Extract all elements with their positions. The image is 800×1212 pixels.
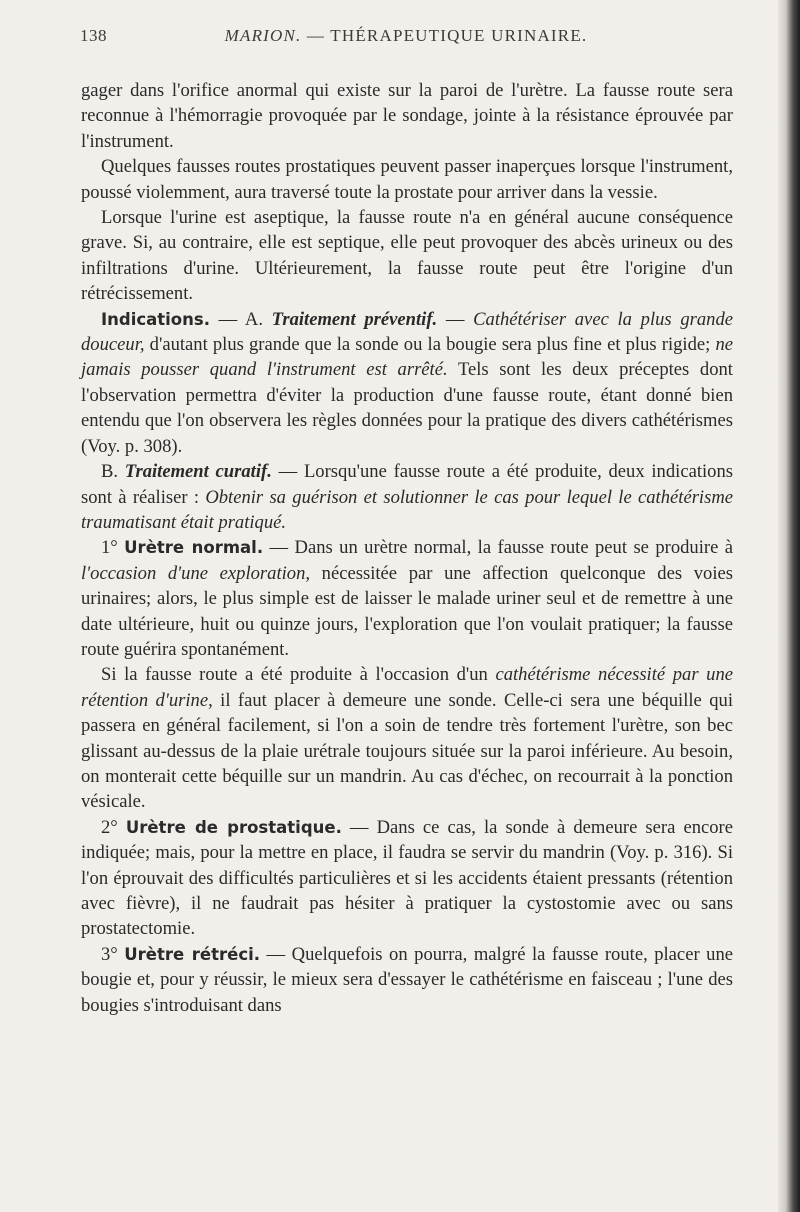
text-run: nécessitée par une affection quelconque des voies urinaires; alors, le plus simple est de laisser le malade uriner seul et de remettre à une date ultérieure, huit ou quinze jours, l'exploration que l'on voulait pratiquer; la fausse route guérira spontanément.	[81, 562, 733, 660]
item-number: 1°	[101, 537, 125, 559]
section-heading-uretre-normal: Urètre normal.	[124, 538, 264, 558]
text-run: — Dans un urètre normal, la fausse route peut se produire à	[263, 537, 734, 559]
emphasis-text: cathétérisme nécessité par une rétention d'urine,	[81, 664, 733, 711]
section-heading-uretre-retreci: Urètre rétréci.	[124, 944, 261, 964]
subheading-traitement-curatif: Traitement curatif.	[124, 461, 272, 483]
section-heading-uretre-prostatique: Urètre de prostatique.	[125, 817, 342, 837]
paragraph-retention	[81, 662, 733, 814]
running-head-author: MARION.	[224, 26, 302, 45]
running-head-separator: —	[301, 26, 331, 45]
text-run: — Quelquefois on pourra, malgré la fausse route, placer une bougie et, pour y réussir, le mieux sera d'essayer le cathétérisme en faisceau ; l'une des bougies s'introduisant dans	[81, 943, 733, 1016]
item-number: 2°	[101, 816, 126, 838]
text-run: — Lorsqu'une fausse route a été produite, deux indications sont à réaliser :	[81, 461, 733, 508]
item-number: 3°	[101, 943, 125, 965]
text-run: Tels sont les deux préceptes dont l'observation permettra d'éviter la production d'une fausse route, étant donné bien entendu que l'on observera les règles données pour la pratique des divers cathétérismes (Voy. p. 308).	[81, 359, 733, 457]
emphasis-text: l'occasion d'une exploration,	[81, 562, 311, 584]
paragraph-1: gager dans l'orifice anormal qui existe sur la paroi de l'urètre. La fausse route sera reconnue à l'hémorragie provoquée par le sondage, jointe à la résistance éprouvée par l'instrument.	[81, 80, 733, 152]
text-run: il faut placer à demeure une sonde. Celle-ci sera une béquille qui passera en général facilement, si l'on a soin de tendre très fortement l'urètre, son bec glissant au-dessus de la plaie urétrale toujours située sur la paroi inférieure. Au besoin, on monterait cette béquille sur un mandrin. Au cas d'échec, on recourrait à la ponction vésicale.	[81, 689, 733, 813]
text-run: B.	[101, 461, 125, 483]
paragraph-3: Lorsque l'urine est aseptique, la fausse route n'a en général aucune conséquence grave. Si, au contraire, elle est septique, elle peut provoquer des abcès urineux ou des infiltrations d'urine. Ultérieurement, la fausse route peut être l'origine d'un rétrécissement.	[81, 207, 733, 305]
page-header	[80, 20, 732, 50]
paragraph-uretre-prostatique	[81, 815, 733, 942]
dash: —	[437, 308, 474, 330]
running-head-title: THÉRAPEUTIQUE URINAIRE.	[330, 26, 588, 45]
dash: — A.	[209, 308, 272, 330]
page-number: 138	[80, 26, 107, 45]
paragraph-indications	[81, 307, 733, 459]
paragraph-traitement-curatif	[81, 459, 733, 535]
paragraph-2: Quelques fausses routes prostatiques peuvent passer inaperçues lorsque l'instrument, poussé violemment, aura traversé toute la prostate pour arriver dans la vessie.	[81, 156, 733, 203]
section-heading-indications: Indications.	[101, 309, 210, 329]
running-head	[80, 26, 732, 46]
subheading-traitement-preventif: Traitement préventif.	[271, 308, 438, 330]
text-run: d'autant plus grande que la sonde ou la bougie sera plus fine et plus rigide;	[144, 334, 716, 356]
paragraph-uretre-normal	[81, 535, 733, 662]
paragraph-uretre-retreci	[81, 942, 733, 1018]
emphasis-text: ne jamais pousser quand l'instrument est arrêté.	[81, 334, 733, 381]
emphasis-text: Obtenir sa guérison et solutionner le cas pour lequel le cathétérisme traumatisant était pratiqué.	[81, 486, 734, 533]
text-run: Si la fausse route a été produite à l'occasion d'un	[101, 664, 496, 686]
body-text	[81, 78, 733, 1018]
text-run: — Dans ce cas, la sonde à demeure sera encore indiquée; mais, pour la mettre en place, il faudra se servir du mandrin (Voy. p. 316). Si l'on éprouvait des difficultés particulières et si les accidents étaient pressants (rétention avec fièvre), il ne faudrait pas hésiter à pratiquer la cystostomie avec ou sans prostatectomie.	[81, 816, 733, 940]
page-edge-shadow	[778, 0, 800, 1212]
emphasis-text: Cathétériser avec la plus grande douceur,	[81, 308, 733, 356]
